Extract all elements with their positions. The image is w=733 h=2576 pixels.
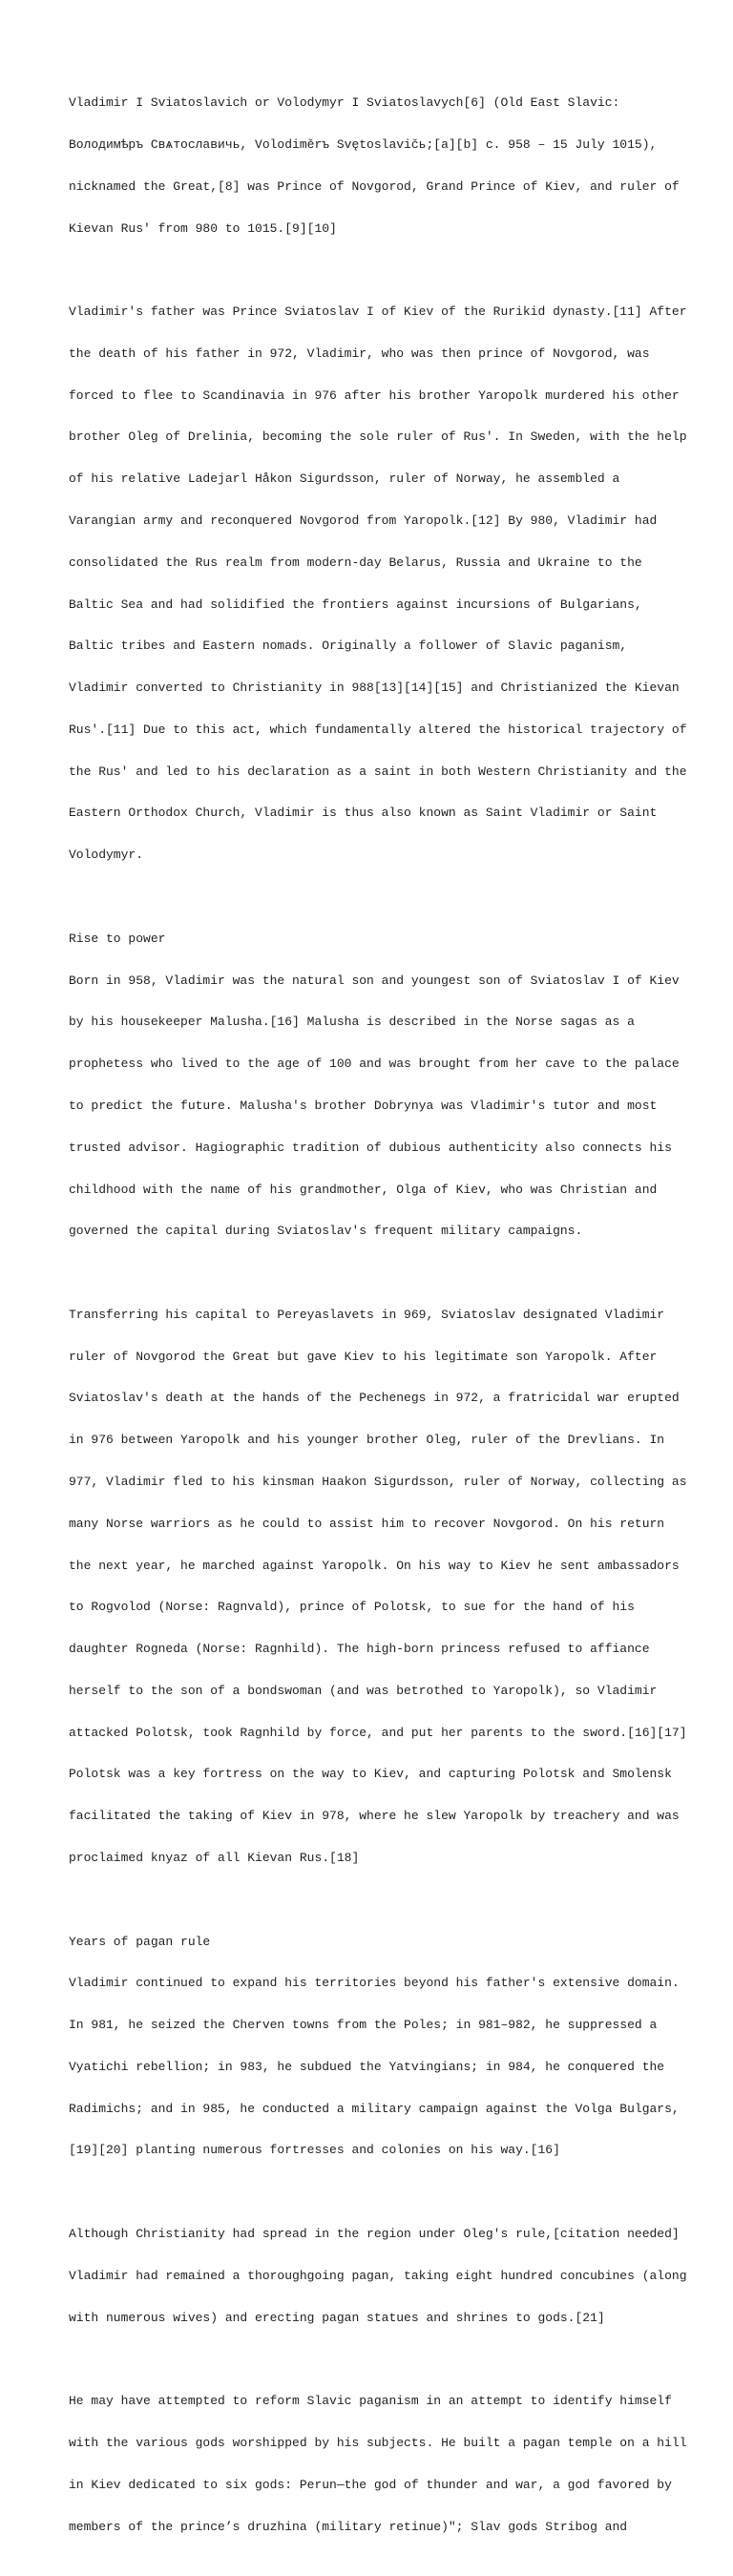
text-line: attacked Polotsk, took Ragnhild by force, and put her parents to the sword.[16][17] [69,1725,687,1740]
text-line: Baltic tribes and Eastern nomads. Originally a follower of Slavic paganism, [69,639,628,654]
text-line: nicknamed the Great,[8] was Prince of Novgorod, Grand Prince of Kiev, and ruler of [69,178,680,194]
section-rise-to-power [69,905,680,1267]
text-line: Varangian army and reconquered Novgorod from Yaropolk.[12] By 980, Vladimir had [69,513,658,528]
text-line: in 976 between Yaropolk and his younger brother Oleg, ruler of the Drevlians. In [69,1433,665,1448]
text-line: Володимѣръ Свѧтославичь, Volodiměrъ Svętoslavičь;[a][b] c. 958 – 15 July 1015), [69,136,658,152]
text-line: 977, Vladimir fled to his kinsman Haakon Sigurdsson, ruler of Norway, collecting as [69,1474,687,1489]
text-line: Born in 958, Vladimir was the natural son and youngest son of Sviatoslav I of Kiev [69,973,680,988]
text-line: Rus'.[11] Due to this act, which fundamentally altered the historical trajectory of [69,722,687,737]
text-line: the Rus' and led to his declaration as a saint in both Western Christianity and the [69,764,687,779]
text-line: with the various gods worshipped by his subjects. He built a pagan temple on a hill [69,2435,687,2450]
text-line: the death of his father in 972, Vladimir, who was then prince of Novgorod, was [69,346,650,361]
section-heading: Rise to power [69,931,166,946]
text-line: childhood with the name of his grandmother, Olga of Kiev, who was Christian and [69,1182,658,1197]
document-page [69,69,687,2576]
text-line: Sviatoslav's death at the hands of the Pechenegs in 972, a fratricidal war erupted [69,1391,680,1406]
text-line: Although Christianity had spread in the region under Oleg's rule,[citation needed] [69,2227,680,2242]
text-line: Vladimir converted to Christianity in 988[13][14][15] and Christianized the Kievan [69,681,680,696]
paragraph-intro [69,69,680,263]
text-line: trusted advisor. Hagiographic tradition of dubious authenticity also connects his [69,1140,672,1155]
text-line: by his housekeeper Malusha.[16] Malusha is described in the Norse sagas as a [69,1015,635,1030]
text-line: many Norse warriors as he could to assist him to recover Novgorod. On his return [69,1516,665,1531]
text-line: He may have attempted to reform Slavic paganism in an attempt to identify himself [69,2394,672,2409]
text-line: Baltic Sea and had solidified the frontiers against incursions of Bulgarians, [69,597,642,612]
section-pagan-rule [69,1907,680,2186]
text-line: members of the prince’s druzhina (military retinue)"; Slav gods Stribog and [69,2519,628,2534]
text-line: Volodymyr. [69,848,144,863]
text-line: Polotsk was a key fortress on the way to Kiev, and capturing Polotsk and Smolensk [69,1767,672,1782]
text-line: the next year, he marched against Yaropolk. On his way to Kiev he sent ambassadors [69,1558,680,1573]
text-line: Radimichs; and in 985, he conducted a military campaign against the Volga Bulgars, [69,2101,680,2116]
text-line: ruler of Novgorod the Great but gave Kiev to his legitimate son Yaropolk. After [69,1349,658,1364]
text-line: [19][20] planting numerous fortresses and colonies on his way.[16] [69,2143,560,2158]
text-line: Vladimir had remained a thoroughgoing pagan, taking eight hundred concubines (along [69,2268,687,2283]
text-line: of his relative Ladejarl Håkon Sigurdsson, ruler of Norway, he assembled a [69,471,620,487]
text-line: Vladimir continued to expand his territories beyond his father's extensive domain. [69,1976,680,1991]
text-line: herself to the son of a bondswoman (and was betrothed to Yaropolk), so Vladimir [69,1683,658,1698]
text-line: consolidated the Rus realm from modern-day Belarus, Russia and Ukraine to the [69,555,642,570]
text-line: daughter Rogneda (Norse: Ragnhild). The high-born princess refused to affiance [69,1642,650,1657]
text-line: brother Oleg of Drelinia, becoming the sole ruler of Rus'. In Sweden, with the help [69,429,687,445]
text-line: forced to flee to Scandinavia in 976 after his brother Yaropolk murdered his other [69,387,680,403]
paragraph-reform [69,2367,687,2562]
text-line: to Rogvolod (Norse: Ragnvald), prince of Polotsk, to sue for the hand of his [69,1600,635,1615]
text-line: Kievan Rus' from 980 to 1015.[9][10] [69,220,337,236]
text-line: governed the capital during Sviatoslav's frequent military campaigns. [69,1224,583,1239]
text-line: proclaimed knyaz of all Kievan Rus.[18] [69,1851,360,1865]
paragraph-father [69,278,687,890]
text-line: Vyatichi rebellion; in 983, he subdued the Yatvingians; in 984, he conquered the [69,2059,665,2074]
text-line: facilitated the taking of Kiev in 978, where he slew Yaropolk by treachery and was [69,1809,680,1824]
text-line: Vladimir's father was Prince Sviatoslav I of Kiev of the Rurikid dynasty.[11] After [69,304,687,320]
text-line: in Kiev dedicated to six gods: Perun—the god of thunder and war, a god favored by [69,2477,672,2492]
section-heading: Years of pagan rule [69,1934,211,1949]
text-line: In 981, he seized the Cherven towns from the Poles; in 981–982, he suppressed a [69,2018,658,2033]
text-line: Eastern Orthodox Church, Vladimir is thus also known as Saint Vladimir or Saint [69,806,658,821]
text-line: Vladimir I Sviatoslavich or Volodymyr I Sviatoslavych[6] (Old East Slavic: [69,95,620,111]
paragraph-christianity [69,2200,687,2354]
text-line: prophetess who lived to the age of 100 and was brought from her cave to the palace [69,1057,680,1072]
paragraph-pereyaslavets [69,1281,687,1894]
text-line: Transferring his capital to Pereyaslavets in 969, Sviatoslav designated Vladimir [69,1307,665,1322]
text-line: with numerous wives) and erecting pagan statues and shrines to gods.[21] [69,2310,605,2325]
text-line: to predict the future. Malusha's brother Dobrynya was Vladimir's tutor and most [69,1098,658,1113]
